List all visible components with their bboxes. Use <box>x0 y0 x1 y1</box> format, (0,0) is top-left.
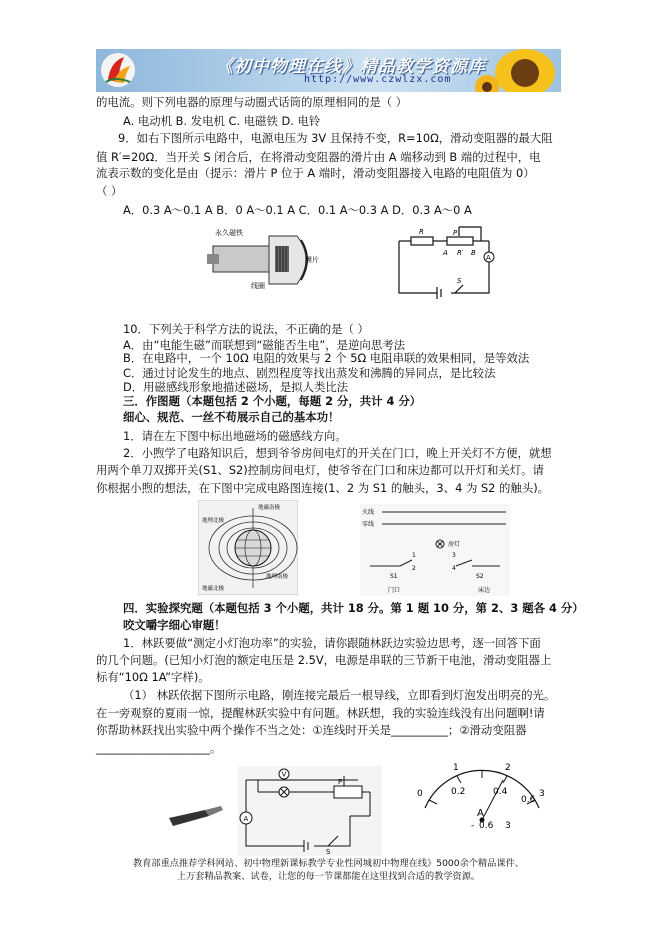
circuit2-label-s: S <box>326 848 331 856</box>
tool-sketch-icon <box>165 800 225 830</box>
section-4-heading: 四．实验探究题（本题包括 3 个小题，共计 18 分。第 1 题 10 分，第 2、3 题各 4 分） <box>123 601 584 615</box>
wiring-label-1: 1 <box>412 552 416 559</box>
wiring-label-live: 火线 <box>362 509 375 516</box>
text-line-25: 你帮助林跃找出实验中两个操作不当之处：①连线时开关是__________；②滑动变阻器 <box>96 723 527 737</box>
circuit1-label-r: R <box>419 228 424 236</box>
wiring-label-2: 2 <box>412 565 416 572</box>
earth-label-mag-north: 地磁北极 <box>202 586 225 592</box>
mic-label-magnet: 永久磁铁 <box>215 229 243 237</box>
wiring-label-s2: S2 <box>476 573 484 580</box>
microphone-diagram <box>207 226 323 292</box>
two-way-switch-wiring-diagram <box>360 504 510 596</box>
section-4-motto: 咬文嚼字细心审题！ <box>123 618 226 632</box>
wiring-label-neutral: 零线 <box>362 521 375 528</box>
circuit2-label-p: P <box>338 778 343 786</box>
site-logo-icon <box>100 52 136 88</box>
earth-magnetic-field-diagram <box>198 500 298 595</box>
text-line-12: D．用磁感线形象地描述磁场，是拟人类比法 <box>123 380 349 394</box>
text-line-17: 你根据小煦的想法，在下图中完成电路图连接(1、2 为 S1 的触头，3、4 为 S2 的触头)。 <box>96 481 550 495</box>
sunflower-icon <box>473 49 561 92</box>
text-line-1: 的电流。则下列电器的原理与动圈式话筒的原理相同的是（ ） <box>96 95 408 109</box>
wiring-label-4: 4 <box>452 565 456 572</box>
site-url[interactable]: http://www.czwlzx.com <box>304 74 452 85</box>
text-line-21: 的几个问题。(已知小灯泡的额定电压是 2.5V，电源是串联的三节新干电池，滑动变阻器上 <box>96 653 552 667</box>
text-line-5: 流表示数的变化是由（提示：滑片 P 位于 A 端时，滑动变阻器接入电路的电阻值为 0） <box>96 166 535 180</box>
circuit-diagram-1 <box>389 225 504 304</box>
circuit1-label-a: A <box>443 249 448 257</box>
text-line-26: ____________________。 <box>96 741 222 755</box>
site-title: 《初中物理在线》精品教学资源库 <box>216 57 486 77</box>
text-line-8: 10．下列关于科学方法的说法，不正确的是（ ） <box>123 322 369 336</box>
circuit-diagram-2 <box>238 766 382 856</box>
wiring-label-bed: 床边 <box>478 587 491 594</box>
text-line-14: 1．请在左下图中标出地磁场的磁感线方向。 <box>123 429 347 443</box>
section-3-heading: 三．作图题（本题包括 2 个小题，每题 2 分，共计 4 分） <box>123 394 422 408</box>
earth-label-mag-south: 地磁南极 <box>258 505 281 511</box>
circuit1-label-r2: R′ <box>457 249 464 257</box>
circuit1-label-s: S <box>457 277 462 285</box>
meter-label-minus: - <box>471 821 475 831</box>
meter-terminal-3: 3 <box>505 821 511 831</box>
mic-label-diaphragm: 膜片 <box>305 256 319 264</box>
text-line-23: （1） 林跃依据下图所示电路，刚连接完最后一根导线，立即看到灯泡发出明亮的光。 <box>123 688 556 702</box>
meter-label-unit: A <box>477 808 484 819</box>
meter-label-3: 3 <box>539 789 545 799</box>
meter-label-0-2: 0.2 <box>451 787 466 797</box>
circuit1-label-ammeter: A <box>486 254 491 262</box>
text-line-9: A．由“电能生磁”而联想到“磁能否生电”，是逆向思考法 <box>123 338 405 352</box>
meter-label-0: 0 <box>417 789 423 799</box>
meter-label-2: 2 <box>505 763 511 773</box>
text-line-10: B．在电路中，一个 10Ω 电阻的效果与 2 个 5Ω 电阻串联的效果相同，是等效法 <box>123 351 530 365</box>
wiring-label-door: 门口 <box>388 587 401 594</box>
text-line-24: 在一旁观察的夏雨一惊，提醒林跃实验中有问题。林跃想，我的实验连线没有出问题啊!请 <box>96 706 545 720</box>
circuit2-label-ammeter: A <box>243 815 249 823</box>
wiring-label-3: 3 <box>452 552 456 559</box>
earth-label-geo-south: 地理南极 <box>266 574 289 580</box>
text-line-7: A．0.3 A～0.1 A B．0 A～0.1 A C．0.1 A～0.3 A D．0.3 A～0 A <box>123 203 472 217</box>
circuit1-label-p: P <box>453 229 458 237</box>
section-3-motto: 细心、规范、一丝不苟展示自己的基本功！ <box>123 410 340 424</box>
footer-line-2: 上万套精品教案、试卷，让您的每一节课都能在这里找到合适的教学资源。 <box>176 871 481 882</box>
footer-line-1: 教育部重点推荐学科网站、初中物理新课标教学专业性网城初中物理在线》5000余个精品课件、 <box>133 858 524 869</box>
text-line-20: 1．林跃要做“测定小灯泡功率”的实验，请你跟随林跃边实验边思考，逐一回答下面 <box>123 636 541 650</box>
text-line-16: 用两个单刀双掷开关(S1、S2)控制房间电灯，使爷爷在门口和床边都可以开灯和关灯。请 <box>96 463 544 477</box>
text-line-2: A. 电动机 B. 发电机 C. 电磁铁 D. 电铃 <box>123 114 321 128</box>
circuit1-label-b: B <box>471 249 476 257</box>
text-line-6: （ ） <box>96 184 123 198</box>
meter-terminal-0-6: 0.6 <box>479 821 494 831</box>
circuit2-label-voltmeter: V <box>281 770 287 779</box>
text-line-4: 值 R′=20Ω．当开关 S 闭合后，在将滑动变阻器的滑片由 A 端移动到 B 端的过程中，电 <box>96 150 541 164</box>
meter-label-1: 1 <box>453 763 459 773</box>
wiring-label-lamp: 房灯 <box>448 541 461 548</box>
earth-label-geo-north: 地理北极 <box>202 518 225 524</box>
ammeter-dial-diagram <box>407 756 557 844</box>
text-line-11: C．通过讨论发生的地点、剧烈程度等找出蒸发和沸腾的异同点，是比较法 <box>123 366 496 380</box>
text-line-3: 9．如右下图所示电路中，电源电压为 3V 且保持不变，R=10Ω，滑动变阻器的最大阻 <box>118 131 553 145</box>
meter-label-0-6: 0.6 <box>521 795 536 805</box>
meter-label-0-4: 0.4 <box>493 787 508 797</box>
wiring-label-s1: S1 <box>390 573 398 580</box>
text-line-15: 2．小煦学了电路知识后，想到爷爷房间电灯的开关在门口，晚上开关灯不方便，就想 <box>123 446 552 460</box>
header-banner <box>96 49 561 92</box>
text-line-22: 标有“10Ω 1A”字样)。 <box>96 670 210 684</box>
mic-label-coil: 线圈 <box>251 282 265 290</box>
